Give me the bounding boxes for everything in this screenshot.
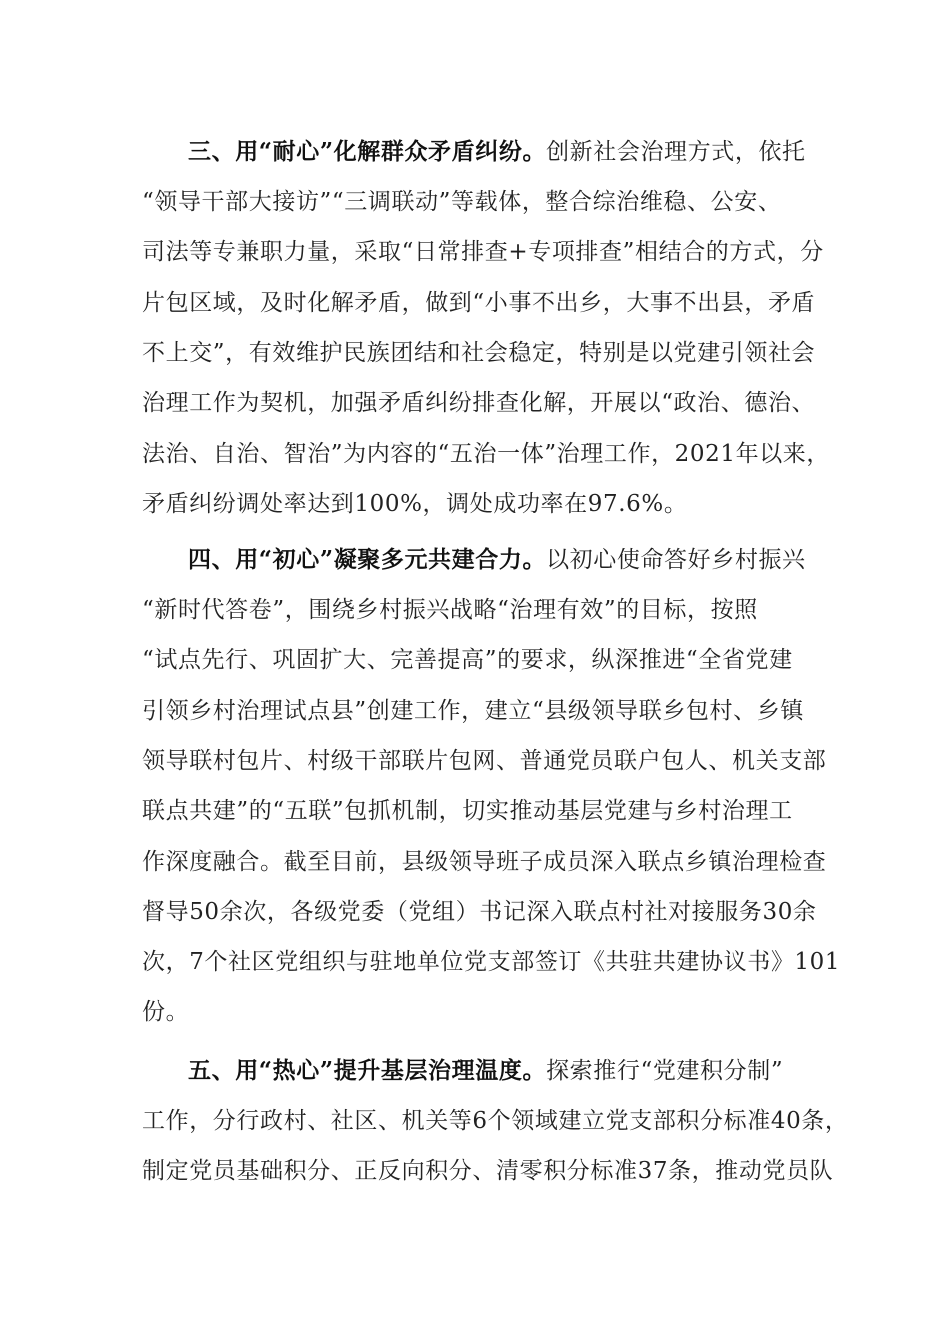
paragraph-line: 不上交”，有效维护民族团结和社会稳定，特别是以党建引领社会 [142,340,816,366]
section-heading: 五、用“热心”提升基层治理温度。 [188,1057,547,1084]
paragraph-line: 领导联村包片、村级干部联片包网、普通党员联户包人、机关支部 [142,748,827,774]
paragraph-line: 治理工作为契机，加强矛盾纠纷排查化解，开展以“政治、德治、 [142,390,816,416]
paragraph-line: 工作，分行政村、社区、机关等6个领域建立党支部积分标准40条， [142,1108,849,1134]
paragraph-line: 制定党员基础积分、正反向积分、清零积分标准37条，推动党员队 [142,1158,834,1184]
paragraph-text: 以初心使命答好乡村振兴 [546,547,806,573]
paragraph-first-line [188,540,828,580]
paragraph-line: 法治、自治、智治”为内容的“五治一体”治理工作，2021年以来， [142,441,831,467]
paragraph-line: 作深度融合。截至目前，县级领导班子成员深入联点乡镇治理检查 [142,849,827,875]
paragraph-line: 份。 [142,999,190,1025]
section-heading: 三、用“耐心”化解群众矛盾纠纷。 [188,138,547,165]
paragraph-line: “新时代答卷”，围绕乡村振兴战略“治理有效”的目标，按照 [142,597,758,623]
paragraph-first-line [188,1051,828,1091]
paragraph-line: “领导干部大接访”“三调联动”等载体，整合综治维稳、公安、 [142,189,782,215]
paragraph-line: 联点共建”的“五联”包抓机制，切实推动基层党建与乡村治理工 [142,798,793,824]
paragraph-line: 次，7个社区党组织与驻地单位党支部签订《共驻共建协议书》101 [142,949,841,975]
paragraph-line: 司法等专兼职力量，采取“日常排查+专项排查”相结合的方式，分 [142,239,824,265]
paragraph-line: “试点先行、巩固扩大、完善提高”的要求，纵深推进“全省党建 [142,647,793,673]
paragraph-line: 矛盾纠纷调处率达到100%，调处成功率在97.6%。 [142,491,688,517]
paragraph-first-line [188,132,828,172]
paragraph-text: 探索推行“党建积分制” [546,1058,784,1084]
section-heading: 四、用“初心”凝聚多元共建合力。 [188,546,547,573]
paragraph-line: 督导50余次，各级党委（党组）书记深入联点村社对接服务30余 [142,899,817,925]
paragraph-text: 创新社会治理方式，依托 [546,139,806,165]
paragraph-line: 片包区域，及时化解矛盾，做到“小事不出乡，大事不出县，矛盾 [142,290,816,316]
paragraph-line: 引领乡村治理试点县”创建工作，建立“县级领导联乡包村、乡镇 [142,698,804,724]
